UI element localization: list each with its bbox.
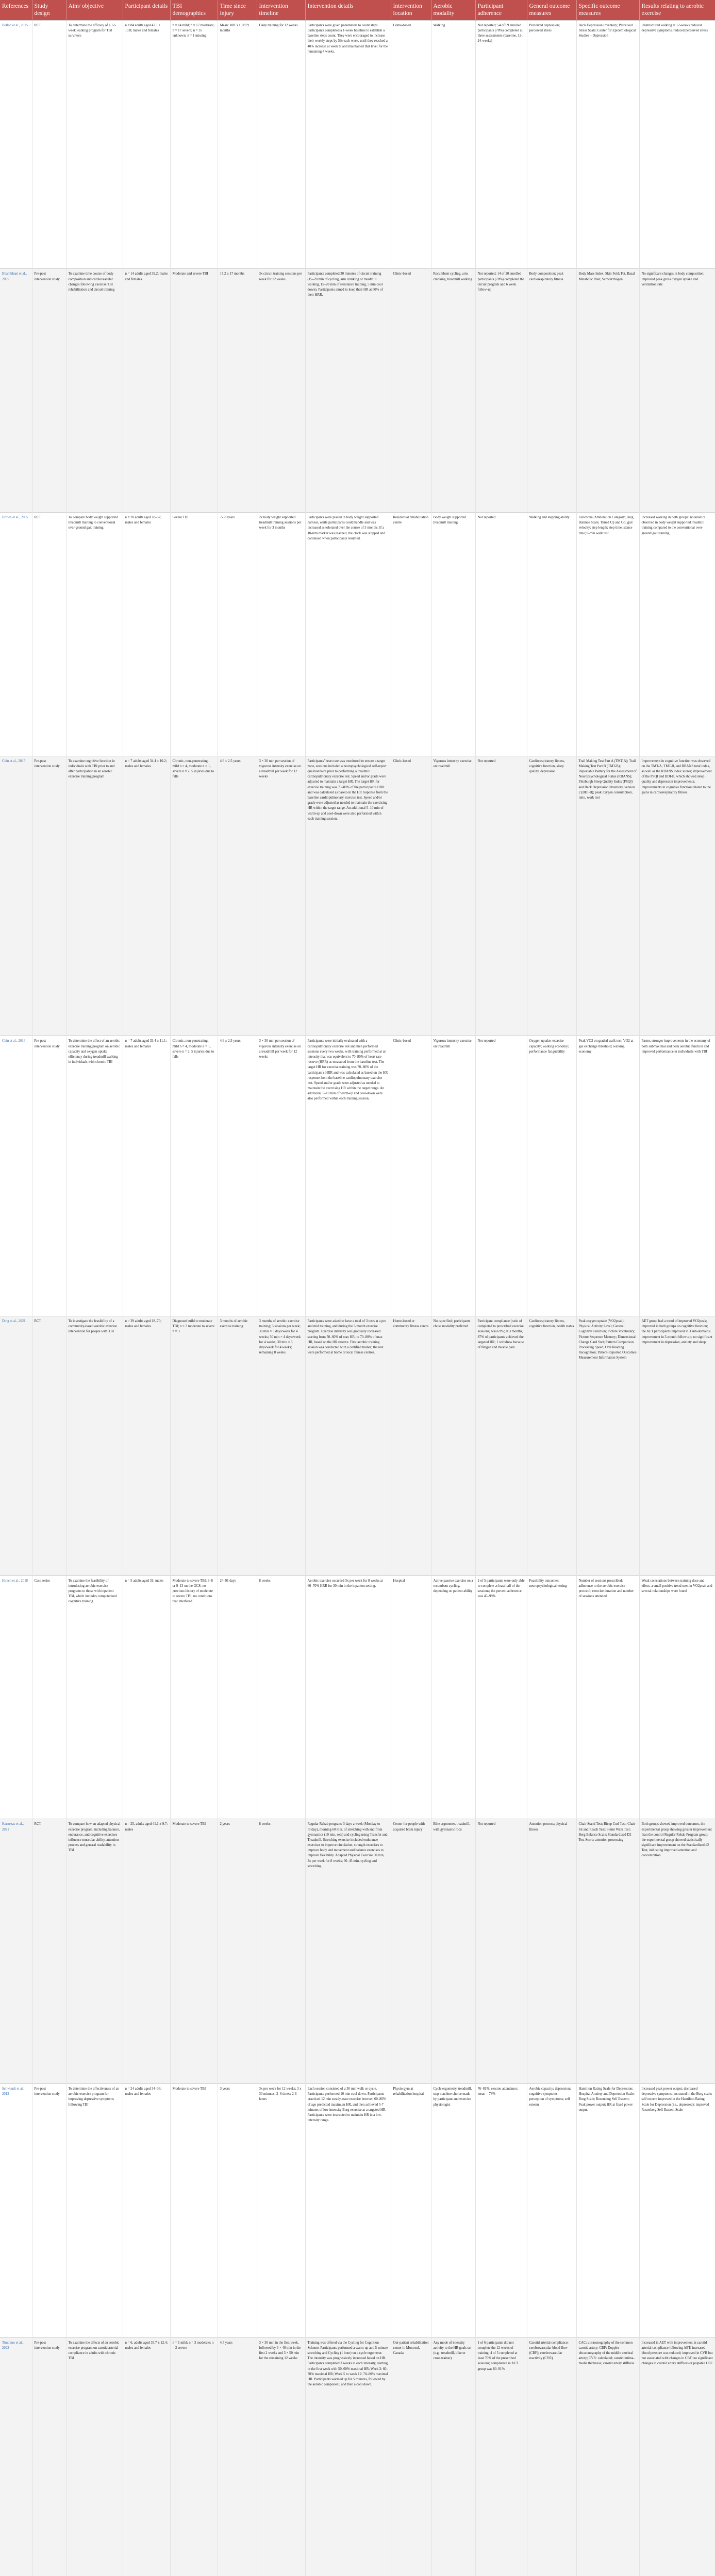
cell-modality: Walking	[431, 20, 475, 269]
cell-general: Attention process; physical fitness	[527, 1819, 576, 2084]
cell-general: Cardiorespiratory fitness, cognitive function, sleep quality, depression	[527, 756, 576, 1036]
cell-general: Walking and stepping ability	[527, 513, 576, 756]
cell-modality: Vigorous intensity exercise on treadmill	[431, 756, 475, 1036]
cell-participants: n = 39 adults aged 18–70; males and females	[123, 1316, 170, 1576]
cell-demographics: n = 14 mild; n = 17 moderate; n = 17 severe; n = 35 unknown; n = 1 missing	[170, 20, 218, 269]
cell-location: Clinic-based	[391, 269, 431, 513]
cell-specific: Functional Ambulation Category; Berg Balance Scale; Timed Up and Go; gait velocity; step length; step time; stance time; 6-min walk test	[576, 513, 639, 756]
cell-ref[interactable]: Ding et al., 2021	[0, 1316, 32, 1576]
cell-modality: Body weight supported treadmill training	[431, 513, 475, 756]
cell-modality: Bike ergometer, treadmill, with gymnastic rods	[431, 1819, 475, 2084]
cell-ref[interactable]: Bellon et al., 2015	[0, 20, 32, 269]
cell-adherence: Not reported	[475, 513, 527, 756]
cell-specific: Hamilton Rating Scale for Depression; Hospital Anxiety and Depression Scale; Borg Scale; Rosenberg Self Esteem; Peak power output; HR at fixed power output	[576, 2084, 639, 2338]
column-header: Study design	[32, 0, 66, 20]
cell-aim: To compare body weight supported treadmill training to conventional over-ground gait training	[66, 513, 123, 756]
cell-details: Regular Rehab program: 3 days a week (Monday to Friday), morning 60 min. of stretching with and from gymnastics (10 min, sets) and cycling using Transfer and Treadmill. Stretching exercise included endurance exercises to improve circulation, strength exercises to improve body and movement and balance exercises to improve flexibility. Adapted Physical Exercise 30 min, 3x per week for 8 weeks; 30–45 min, cycling and stretching.	[305, 1819, 391, 2084]
cell-design: Pre-post intervention study	[32, 2337, 66, 2576]
cell-time: 17.2 ± 17 months	[218, 269, 257, 513]
cell-time: 3 years	[218, 2084, 257, 2338]
cell-adherence: Not reported; 14 of 20 enrolled participants (70%) completed the circuit program and 6 week follow-up	[475, 269, 527, 513]
cell-timeline: Daily training for 12 weeks	[257, 20, 305, 269]
cell-participants: n = 7 adults aged 33.4 ± 11.1; males and females	[123, 1036, 170, 1316]
column-header: Aim/ objective	[66, 0, 123, 20]
cell-details: Participants completed 30 minutes of circuit training (15–20 min of cycling, arm cranking or treadmill walking, 15–20 min of resistance training, 5 min cool down). Participants aimed to keep their HR at 60% of their HRR.	[305, 269, 391, 513]
column-header: Specific outcome measures	[576, 0, 639, 20]
cell-location: Clinic-based	[391, 756, 431, 1036]
cell-adherence: Not reported; 54 of 69 enrolled participants (78%) completed all three assessments (baseline, 12-, 24-weeks)	[475, 20, 527, 269]
column-header: Aerobic modality	[431, 0, 475, 20]
cell-demographics: Moderate to severe TBI	[170, 1819, 218, 2084]
cell-modality: Active passive exercise on a recumbent cycling, depending on patient ability	[431, 1575, 475, 1819]
cell-timeline: 3 months of aerobic exercise training; 3 sessions per week; 30 min × 3 days/week for 4 weeks; 30 min × 4 days/week for 4 weeks; 30 min × 5 days/week for 4 weeks; remaining 8 weeks	[257, 1316, 305, 1576]
cell-aim: To investigate the feasibility of a community-based aerobic exercise intervention for people with TBI	[66, 1316, 123, 1576]
cell-demographics: Moderate and severe TBI	[170, 269, 218, 513]
cell-aim: To determine the effect of an aerobic exercise training program on aerobic capacity and oxygen uptake efficiency during treadmill walking in individuals with chronic TBI	[66, 1036, 123, 1316]
table-header	[0, 0, 715, 20]
cell-design: Case series	[32, 1575, 66, 1819]
cell-participants: n = 24 adults aged 34–36; males and females	[123, 2084, 170, 2338]
cell-timeline: 8 weeks	[257, 1575, 305, 1819]
cell-details: Participants' heart rate was monitored to ensure a target zone, sessions included a neuropsychological self-report questionnaire prior to performing a treadmill cardiopulmonary exercise test. Speed and/or grade were adjusted to maintain a target HR. The target HR for exercise training was 70–80% of the participant's HRR and was calculated as based on the HR response from the baseline cardiopulmonary exercise test. Speed and/or grade were adjusted as needed to maintain the exercising HR within the target range. An additional 5–10 min of warm-up and cool-down were also performed within each training session.	[305, 756, 391, 1036]
cell-details: Participants were given pedometers to count steps. Participants completed a 1-week baseline to establish a baseline steps count. They were encouraged to increase their weekly steps by 5% each week, until they reached a 40% increase at week 8, and maintained that level for the remaining 4 weeks.	[305, 20, 391, 269]
cell-ref[interactable]: Karnezas et al., 2021	[0, 1819, 32, 2084]
column-header: Time since injury	[218, 0, 257, 20]
column-header: References	[0, 0, 32, 20]
table-row	[0, 1819, 715, 2084]
cell-timeline: 3 × 30 min per session of vigorous intensity exercise on a treadmill per week for 12 weeks	[257, 756, 305, 1036]
cell-time: 4.6 ± 2.5 years	[218, 1036, 257, 1316]
cell-adherence: Not reported	[475, 1819, 527, 2084]
cell-location: Hospital	[391, 1575, 431, 1819]
cell-ref[interactable]: Chin et al., 2016	[0, 1036, 32, 1316]
cell-demographics: Moderate to severe TBI	[170, 2084, 218, 2338]
cell-details: Participants were initially evaluated with a cardiopulmonary exercise test and then performed sessions every two weeks, with training performed at an intensity that was equivalent to 70–80% of heart rate reserve (HRR) as measured from the baseline test. The target HR for exercise training was 70–80% of the participant's HRR and was calculated as based on the HR response from the baseline cardiopulmonary exercise test. Speed and/or grade were adjusted as needed to maintain the exercising HR within the target range. An additional 5–10 min of warm-up and cool-down were also performed within each training session.	[305, 1036, 391, 1316]
cell-results: Weak correlations between training dose and effect; a small positive trend seen in VO2peak and several relationships were found	[639, 1575, 715, 1819]
cell-demographics: Diagnosed mild to moderate TBI; n = 3 moderate to severe n = 3	[170, 1316, 218, 1576]
cell-aim: To examine the effects of an aerobic exercise program on carotid arterial compliance in adults with chronic TBI	[66, 2337, 123, 2576]
cell-demographics: Chronic, non-penetrating, mild n = 4, moderate n = 1, severe n = 2; 5 injuries due to falls	[170, 1036, 218, 1316]
cell-aim: To examine time course of body composition and cardiovascular changes following exercise TBI rehabilitation and circuit training	[66, 269, 123, 513]
cell-aim: To determine the effectiveness of an aerobic exercise program for improving depressive symptoms following TBI	[66, 2084, 123, 2338]
cell-details: Participants were asked to have a total of 3 tests at a pre and mid training, and during the 3-month exercise program. Exercise intensity was gradually increased starting from 50–60% of max HR, to 70–80% of max HR, based on the HR reserve. First aerobic training session was conducted with a certified trainer; the rest were performed at home or local fitness centres.	[305, 1316, 391, 1576]
cell-specific: Trail Making Test Part A (TMT-A); Trail Making Test Part B (TMT-B); Repeatable Battery for the Assessment of Neuropsychological Status (RBANS); Pittsburgh Sleep Quality Index (PSQI) and Beck Depression Inventory, version 2 (BDI-II); peak oxygen consumption, ratio, work test	[576, 756, 639, 1036]
cell-design: Pre-post intervention study	[32, 2084, 66, 2338]
cell-general: Body composition; peak cardiorespiratory fitness	[527, 269, 576, 513]
table-row	[0, 20, 715, 269]
cell-ref[interactable]: Bhambhani et al., 2005	[0, 269, 32, 513]
cell-design: RCT	[32, 1316, 66, 1576]
cell-ref[interactable]: Brown et al., 2005	[0, 513, 32, 756]
cell-time: 4.5 years	[218, 2337, 257, 2576]
cell-participants: n = 6, adults aged 35.7 ± 12.4; males and females	[123, 2337, 170, 2576]
cell-details: Aerobic exercise occurred 3x per week for 8 weeks at 60–70% HRR for 30 min in the inpatient setting.	[305, 1575, 391, 1819]
table-row	[0, 756, 715, 1036]
cell-specific: Peak oxygen uptake (VO2peak); Physical Activity Level; General Cognitive Function; Picture Vocabulary; Picture Sequence Memory; Dimensional Change Card Sort; Pattern Comparison Processing Speed; Oral Reading Recognition; Patient-Reported Outcomes Measurement Information System	[576, 1316, 639, 1576]
cell-modality: Vigorous intensity exercise on treadmill	[431, 1036, 475, 1316]
cell-aim: To examine cognitive function in individuals with TBI prior to and after participation in an aerobic exercise training program	[66, 756, 123, 1036]
cell-timeline: 3 × 30 min in the first week, followed by 3 × 40 min in the first 2 weeks and 3 × 50 min for the remaining 12 weeks	[257, 2337, 305, 2576]
cell-aim: To compare how an adapted physical exercise program, including balance, endurance, and cognitive exercises influence muscular ability, attention process and general readability in TBI	[66, 1819, 123, 2084]
cell-specific: Body Mass Index; Skin Fold; Fat, Basal Metabolic Rate; Schwarzbogen	[576, 269, 639, 513]
cell-modality: Not specified; participants chose modality preferred	[431, 1316, 475, 1576]
cell-design: RCT	[32, 20, 66, 269]
column-header: General outcome measures	[527, 0, 576, 20]
cell-timeline: 2x body weight supported treadmill training sessions per week for 3 months	[257, 513, 305, 756]
cell-participants: n = 25, adults aged 41.1 ± 9.7; males	[123, 1819, 170, 2084]
table-row	[0, 1036, 715, 1316]
cell-location: Out-patient rehabilitation center in Montreal, Canada	[391, 2337, 431, 2576]
cell-demographics: Chronic, non-penetrating, mild n = 4, moderate n = 1, severe n = 2; 5 injuries due to falls	[170, 756, 218, 1036]
cell-general: Cardiorespiratory fitness, cognitive function, health status	[527, 1316, 576, 1576]
table-row	[0, 2337, 715, 2576]
cell-adherence: Participant compliance (ratio of completed to prescribed exercise sessions) was 69%; at 3 months, 87% of participants achieved the targeted HR; 1 withdrew because of fatigue and muscle pain	[475, 1316, 527, 1576]
cell-location: Physio gym at rehabilitation hospital	[391, 2084, 431, 2338]
cell-ref[interactable]: Chin et al., 2015	[0, 756, 32, 1036]
cell-participants: n = 5 adults aged 31; males	[123, 1575, 170, 1819]
table-row	[0, 1575, 715, 1819]
cell-location: Residential rehabilitation centre	[391, 513, 431, 756]
cell-details: Participants were placed in body weight supported harness, while participants could handle and was increased as tolerated over the course of 3 months. If a 10-mm marker was reached, the clock was stopped and continued when participants resumed.	[305, 513, 391, 756]
cell-design: Pre-post intervention study	[32, 756, 66, 1036]
cell-timeline: 3 × 30 min per session of vigorous intensity exercise on a treadmill per week for 12 weeks	[257, 1036, 305, 1316]
cell-time: 24–91 days	[218, 1575, 257, 1819]
cell-results: Increased walking in both groups: no kinetics observed in body weight supported treadmill training compared to the conventional over-ground gait training	[639, 513, 715, 756]
cell-general: Perceived depression; perceived stress	[527, 20, 576, 269]
cell-demographics: Moderate to severe TBI; 3–8 or 9–13 on the GCS; no previous history of moderate to severe TBI; no conditions that interfered	[170, 1575, 218, 1819]
header-row	[0, 0, 715, 20]
cell-results: Unstructured walking at 12-weeks reduced depressive symptoms; reduced perceived stress	[639, 20, 715, 269]
cell-general: Carotid arterial compliance; cerebrovascular blood flow (CBF); cerebrovascular reactivity (CVR)	[527, 2337, 576, 2576]
cell-time: 2 years	[218, 1819, 257, 2084]
cell-general: Feasibility outcomes: neuropsychological testing	[527, 1575, 576, 1819]
column-header: Intervention details	[305, 0, 391, 20]
column-header: Participant adherence	[475, 0, 527, 20]
column-header: Intervention location	[391, 0, 431, 20]
cell-design: RCT	[32, 1819, 66, 2084]
cell-aim: To examine the feasibility of introducing aerobic exercise programs to those with inpatient TBI, which includes computerized cognitive training	[66, 1575, 123, 1819]
cell-time: 7-33 years	[218, 513, 257, 756]
cell-design: Pre-post intervention study	[32, 1036, 66, 1316]
cell-participants: n = 84 adults aged 47.1 ± 13.8; males and females	[123, 20, 170, 269]
cell-details: Each session consisted of a 30 min walk or cycle. Participants performed 10 min cool down. Participants practiced 12 min steady-state exercise between 60–80% of age predicted maximum HR, and then achieved 5-7 minutes of low intensity Borg exercise at a targeted HR. Participants were instructed to maintain HR in a low-intensity range.	[305, 2084, 391, 2338]
cell-timeline: 8 weeks	[257, 1819, 305, 2084]
cell-results: Both groups showed improved outcomes, the experimental group showing greater improvement than the control Regular Rehab Program group; the experimental group showed statistically significant improvement on the Standardized d2 Test, indicating improved attention and concentration	[639, 1819, 715, 2084]
table-row	[0, 513, 715, 756]
column-header: TBI demographics	[170, 0, 218, 20]
cell-general: Aerobic capacity; depression; cognitive symptoms; perception of symptoms; self esteem	[527, 2084, 576, 2338]
cell-modality: Cycle ergometry, treadmill, step machine choice made by participant and exercise physiologist	[431, 2084, 475, 2338]
cell-participants: n = 14 adults aged 39.2; males and females	[123, 269, 170, 513]
cell-timeline: 3x per week for 12 weeks; 3 x 30 minutes; 2–6 times; 2-6 hours	[257, 2084, 305, 2338]
cell-ref[interactable]: Thuthmo et al., 2022	[0, 2337, 32, 2576]
cell-results: Increased peak power output; decreased depressive symptoms; increased in the Borg scale; self esteem improved in the Hamilton Rating Scale for Depression (i.e., depressed); improved Rosenberg Self-Esteem Scale	[639, 2084, 715, 2338]
cell-timeline: 3x circuit training sessions per week for 12 weeks	[257, 269, 305, 513]
cell-results: Improvement in cognitive function was observed on the TMT-A, TMT-B, and RBANS total index, as well as the RBANS index scores; improvement of the PSQI and BDI-II, which showed sleep quality and depression improvements; improvements in cognitive function related to the gains in cardiorespiratory fitness	[639, 756, 715, 1036]
cell-location: Home-based or community fitness centre	[391, 1316, 431, 1576]
cell-modality: Any mode of intensity activity to the HR goals set (e.g., treadmill, bike or cross trainer)	[431, 2337, 475, 2576]
cell-participants: n = 7 adults aged 34.4 ± 10.2; males and females	[123, 756, 170, 1036]
cell-specific: CAC: ultrasonography of the common carotid artery; CBF: Doppler ultrasonography of the middle cerebral artery; CVR: calculated; carotid intima-media thickness; carotid artery stiffness	[576, 2337, 639, 2576]
cell-ref[interactable]: Schwandt et al., 2012	[0, 2084, 32, 2338]
cell-modality: Recumbent cycling, arm cranking, treadmill walking	[431, 269, 475, 513]
cell-aim: To determine the efficacy of a 12-week walking program for TBI survivors	[66, 20, 123, 269]
cell-design: Pre-post intervention study	[32, 269, 66, 513]
cell-general: Oxygen uptake; exercise capacity; walking economy; performance fatiguability	[527, 1036, 576, 1316]
cell-demographics: n = 1 mild; n = 3 moderate; n = 2 severe	[170, 2337, 218, 2576]
cell-design: RCT	[32, 513, 66, 756]
column-header: Participant details	[123, 0, 170, 20]
cell-adherence: 2 of 5 participants were only able to complete at least half of the sessions; the percent adherence was 45–99%	[475, 1575, 527, 1819]
cell-ref[interactable]: Hirsch et al., 2018	[0, 1575, 32, 1819]
cell-time: Mean: 108.3 ± 119.9 months	[218, 20, 257, 269]
cell-location: Home-based	[391, 20, 431, 269]
cell-results: Faster, stronger improvements in the economy of both submaximal and peak aerobic function and improved performance in individuals with TBI	[639, 1036, 715, 1316]
cell-location: Center for people with acquired brain injury	[391, 1819, 431, 2084]
cell-adherence: Not reported	[475, 756, 527, 1036]
cell-specific: Number of sessions prescribed; adherence to the aerobic exercise protocol; exercise duration and number of sessions attended	[576, 1575, 639, 1819]
cell-results: AET group had a trend of improved VO2peak; improved in both groups on cognitive function; the AET participants improved in 3 sub-domains; improvement in 3-month follow-up; no significant improvement in depression, anxiety and sleep	[639, 1316, 715, 1576]
cell-time: 3 months of aerobic exercise training	[218, 1316, 257, 1576]
cell-adherence: 1 of 6 participants did not complete the 12 weeks of training. 4 of 5 completed at least 70% of the prescribed sessions; compliance in AET group was 80–91%	[475, 2337, 527, 2576]
cell-adherence: 76–81%; session attendance; mean = 78%	[475, 2084, 527, 2338]
cell-results: Increased in AET with improvement in carotid arterial compliance following AET; increased blood pressure was reduced; improved in CVR but not associated with changes in CBF; no significant changes in carotid artery stiffness or palpable CBF	[639, 2337, 715, 2576]
cell-participants: n = 20 adults aged 20–57; males and females	[123, 513, 170, 756]
column-header: Results relating to aerobic exercise	[639, 0, 715, 20]
cell-details: Training was offered via the Cycling for Cognition Scheme. Participants performed a warm-up and 5-minute stretching and Cycling (1 hour) on a cycle ergometer. The intensity was progressively increased based on HR. Participants completed 3 weeks in each intensity, starting in the first week with 50–60% maximal HR; Week 3: 60–70% maximal HR; Week 5 to week 12: 70–80% maximal HR. Participants warmed up for 5 minutes, followed by the aerobic component, and then a cool down.	[305, 2337, 391, 2576]
column-header: Intervention timeline	[257, 0, 305, 20]
cell-specific: Chair Stand Test; Bicep Curl Test; Chair Sit and Reach Test; 6-min Walk Test; Berg Balance Scale; Standardized D2 Test Score; attention processing	[576, 1819, 639, 2084]
cell-results: No significant changes in body composition; improved peak gross oxygen uptake and ventilation rate	[639, 269, 715, 513]
cell-adherence: Not reported	[475, 1036, 527, 1316]
cell-time: 4.6 ± 2.5 years	[218, 756, 257, 1036]
table-row	[0, 2084, 715, 2338]
table-row	[0, 269, 715, 513]
cell-specific: Beck Depression Inventory; Perceived Stress Scale; Center for Epidemiological Studies – Depression	[576, 20, 639, 269]
cell-specific: Peak VO2 on graded walk test; VO2 at gas exchange threshold; walking economy	[576, 1036, 639, 1316]
table-body	[0, 20, 715, 2576]
cell-demographics: Severe TBI	[170, 513, 218, 756]
table-row	[0, 1316, 715, 1576]
cell-location: Clinic-based	[391, 1036, 431, 1316]
